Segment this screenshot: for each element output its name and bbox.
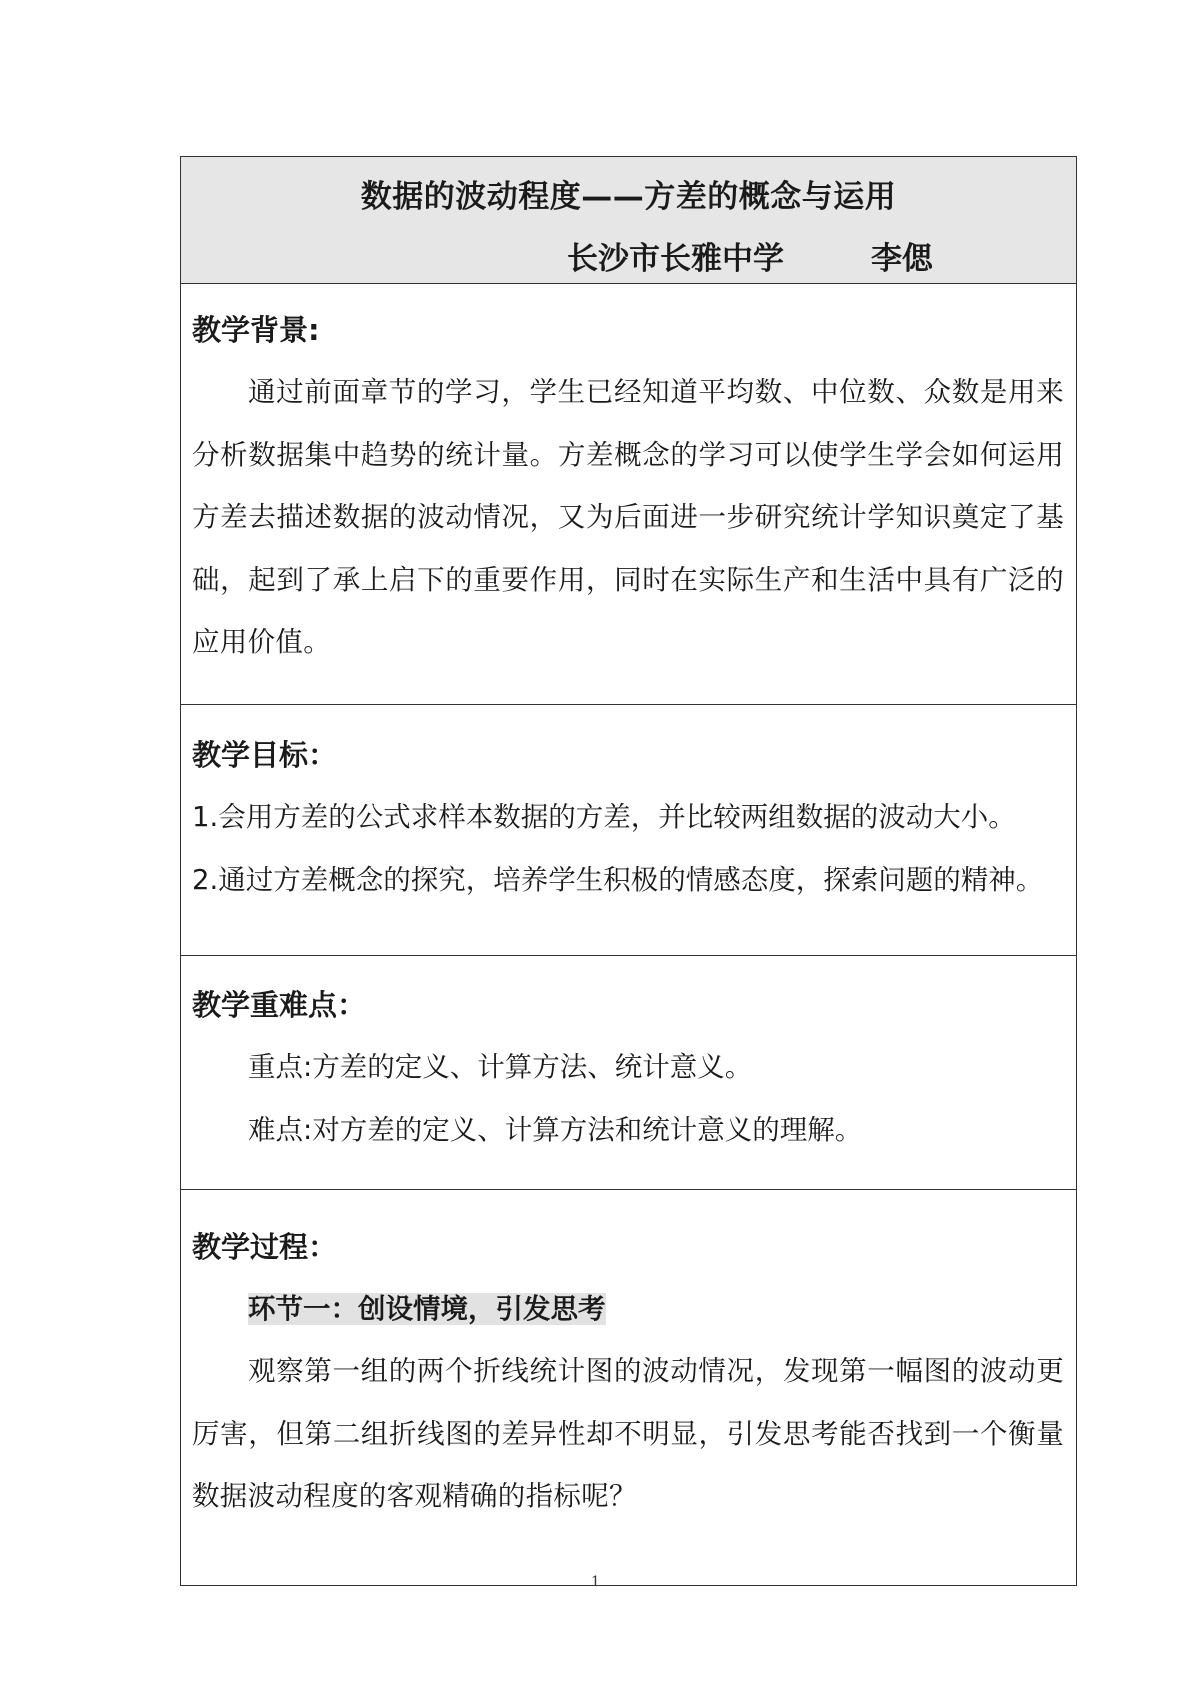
process-heading: 教学过程： <box>192 1230 338 1264</box>
school-name: 长沙市长雅中学 <box>567 241 784 277</box>
goal-item-1: 1.会用方差的公式求样本数据的方差，并比较两组数据的波动大小。 <box>192 801 1016 833</box>
key-point: 重点:方差的定义、计算方法、统计意义。 <box>248 1051 753 1083</box>
goals-section <box>181 724 1076 956</box>
step-one-title-text: 环节一：创设情境，引发思考 <box>248 1293 606 1325</box>
background-section <box>181 299 1076 705</box>
document-title: 数据的波动程度——方差的概念与运用 <box>360 179 897 215</box>
author-name: 李偲 <box>871 241 933 277</box>
page-number: 1 <box>591 1574 600 1590</box>
difficult-point: 难点:对方差的定义、计算方法和统计意义的理解。 <box>248 1113 863 1146</box>
step-one-paragraph: 观察第一组的两个折线统计图的波动情况，发现第一幅图的波动更厉害，但第二组折线图的差异性却不明显，引发思考能否找到一个衡量数据波动程度的客观精确的指标呢？ <box>192 1355 1064 1512</box>
lesson-plan-table <box>180 156 1077 1586</box>
title-row <box>181 157 1076 284</box>
key-points-heading: 教学重难点： <box>192 988 367 1022</box>
goals-heading: 教学目标： <box>192 738 338 772</box>
process-section <box>181 1216 1076 1585</box>
step-one-title <box>192 1278 1064 1340</box>
key-points-section <box>181 974 1076 1190</box>
goal-item-2: 2.通过方差概念的探究，培养学生积极的情感态度，探索问题的精神。 <box>192 863 1044 896</box>
background-paragraph: 通过前面章节的学习，学生已经知道平均数、中位数、众数是用来分析数据集中趋势的统计量。方差概念的学习可以使学生学会如何运用方差去描述数据的波动情况，又为后面进一步研究统计学知识奠定了基础，起到了承上启下的重要作用，同时在实际生产和生活中具有广泛的应用价值。 <box>192 376 1064 658</box>
background-heading: 教学背景: <box>192 313 320 347</box>
